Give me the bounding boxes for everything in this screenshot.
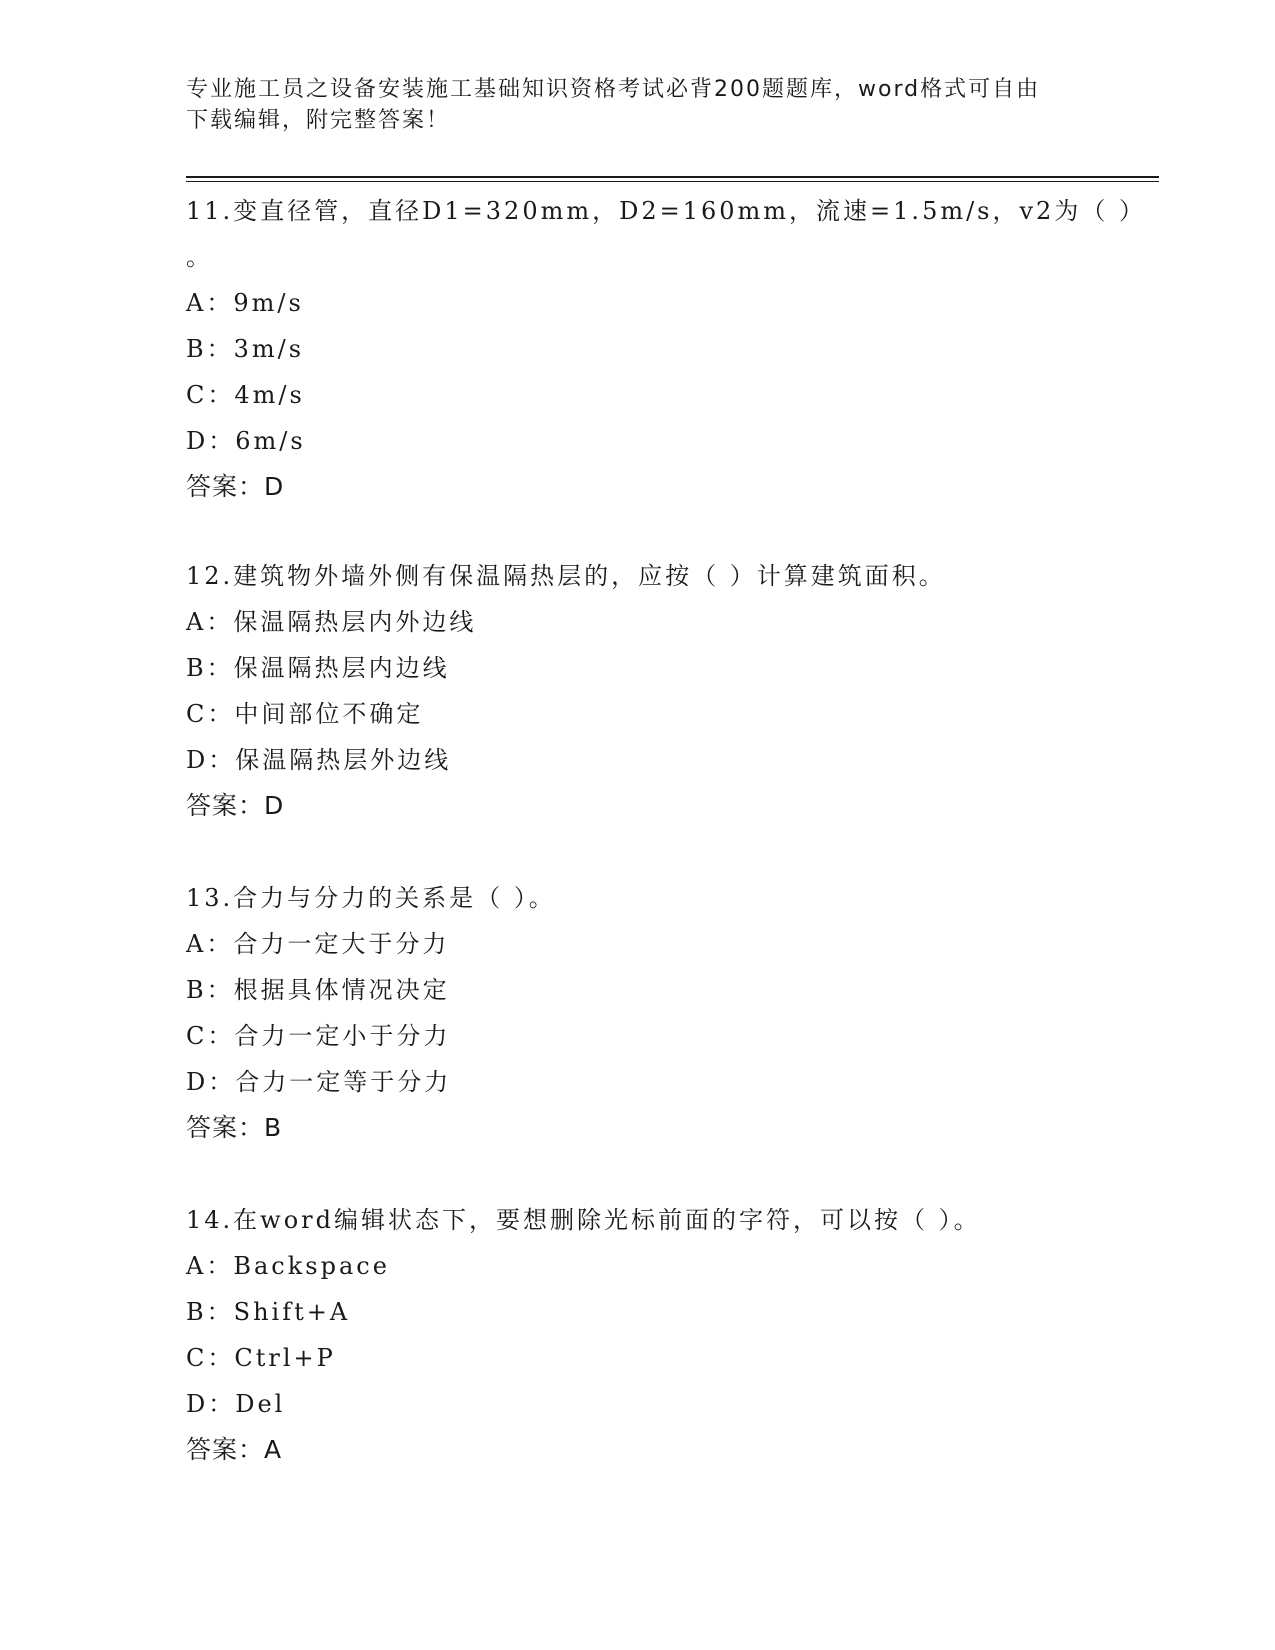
document-header — [186, 74, 1086, 136]
question-13 — [186, 883, 1166, 1143]
question-text: 11.变直径管，直径D1=320mm，D2=160mm，流速=1.5m/s，v2为（ ） — [186, 197, 1146, 225]
question-text: 14.在word编辑状态下，要想删除光标前面的字符，可以按（ ）。 — [186, 1206, 981, 1234]
answer: 答案：D — [186, 791, 285, 820]
option-c: C：中间部位不确定 — [186, 700, 424, 728]
option-b: B：3m/s — [186, 335, 305, 363]
option-a: A：Backspace — [186, 1252, 390, 1280]
question-text-continuation: 。 — [186, 243, 213, 271]
option-b: B：根据具体情况决定 — [186, 976, 450, 1004]
answer: 答案：A — [186, 1435, 283, 1464]
option-a: A：9m/s — [186, 289, 304, 317]
option-a: A：保温隔热层内外边线 — [186, 608, 477, 636]
answer: 答案：B — [186, 1113, 283, 1142]
option-b: B：Shift+A — [186, 1298, 351, 1326]
option-d: D：保温隔热层外边线 — [186, 746, 452, 774]
option-d: D：6m/s — [186, 427, 306, 455]
question-text: 12.建筑物外墙外侧有保温隔热层的，应按（ ）计算建筑面积。 — [186, 562, 946, 590]
header-line-1: 专业施工员之设备安装施工基础知识资格考试必背200题题库，word格式可自由 — [186, 77, 1041, 102]
header-divider — [186, 176, 1159, 182]
question-11 — [186, 196, 1166, 502]
question-text: 13.合力与分力的关系是（ ）。 — [186, 884, 556, 912]
answer: 答案：D — [186, 472, 285, 501]
option-b: B：保温隔热层内边线 — [186, 654, 450, 682]
option-c: C：Ctrl+P — [186, 1344, 336, 1372]
option-c: C：合力一定小于分力 — [186, 1022, 451, 1050]
question-12 — [186, 561, 1166, 821]
header-line-2: 下载编辑，附完整答案！ — [186, 108, 451, 133]
option-c: C：4m/s — [186, 381, 305, 409]
option-a: A：合力一定大于分力 — [186, 930, 450, 958]
option-d: D：Del — [186, 1390, 286, 1418]
option-d: D：合力一定等于分力 — [186, 1068, 452, 1096]
question-14 — [186, 1205, 1166, 1465]
